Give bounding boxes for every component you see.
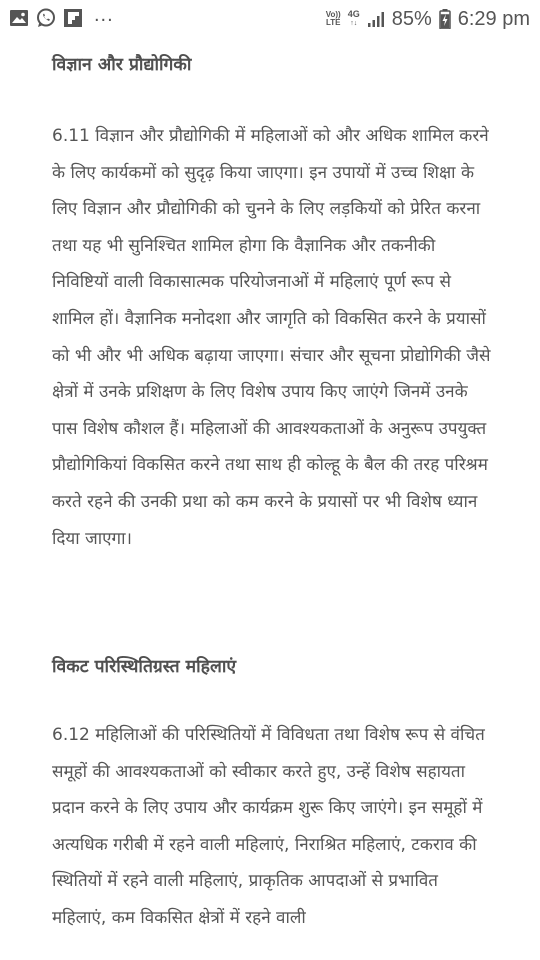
battery-percent: 85% (391, 8, 432, 30)
volte-label: Vo)) (325, 10, 341, 19)
flipboard-icon (64, 9, 82, 27)
section-heading-women-in-difficult-circumstances: विकट परिस्थितिग्रस्त महिलाएं (52, 657, 237, 677)
gallery-icon (10, 10, 28, 26)
volte-indicator (326, 11, 341, 27)
data-activity-label: ↑↓ (350, 20, 358, 27)
signal-icon (367, 10, 385, 28)
paragraph-6-11: 6.11 विज्ञान और प्रौद्योगिकी में महिलाओं को और अधिक शामिल करने के लिए कार्यकमों को सुदृढ़ किया जाएगा। इन उपायों में उच्च शिक्षा के लिए विज्ञान और प्रौद्योगिकी को चुनने के लिए लड़कियों को प्रेरित करना तथा यह भी सुनिश्चित शामिल होगा कि वैज्ञानिक और तकनीकी निविष्टियों वाली विकासात्मक परियोजनाओं में महिलाएं पूर्ण रूप से शामिल हों। वैज्ञानिक मनोदशा और जागृति को विकसित करने के प्रयासों को भी और भी अधिक बढ़ाया जाएगा। संचार और सूचना प्रोद्योगिकी जैसे क्षेत्रों में उनके प्रशिक्षण के लिए विशेष उपाय किए जाएंगे जिनमें उनके पास विशेष कौशल हैं। महिलाओं की आवश्यकताओं के अनुरूप उपयुक्त प्रौद्योगिकियां विकसित करने तथा साथ ही कोल्हू के बैल की तरह परिश्रम करते रहने की उनकी प्रथा को कम करने के प्रयासों पर भी विशेष ध्यान दिया जाएगा। (52, 126, 491, 549)
status-bar (0, 0, 540, 40)
network-type-label: 4G (347, 9, 360, 19)
paragraph-6-12: 6.12 महिलिाओं की परिस्थितियों में विविधता तथा विशेष रूप से वंचित समूहों की आवश्यकताओं को स्वीकार करते हुए, उन्हें विशेष सहायता प्रदान करने के लिए उपाय और कार्यक्रम शुरू किए जाएंगे। इन समूहों में अत्यधिक गरीबी में रहने वाली महिलाएं, निराश्रित महिलाएं, टकराव की स्थितियों में रहने वाली महिलाएं, प्राकृतिक आपदाओं से प्रभावित महिलाएं, कम विकसित क्षेत्रों में रहने वाली (52, 725, 485, 928)
system-status (326, 6, 530, 32)
battery-charging-icon (439, 9, 451, 29)
more-notifications-icon: ... (94, 4, 114, 26)
section-heading-science-technology: विज्ञान और प्रौद्योगिकी (52, 55, 192, 75)
notification-icons (10, 4, 114, 28)
volte-lte-label: LTE (325, 18, 341, 27)
network-type-indicator (348, 10, 360, 28)
clock: 6:29 pm (457, 8, 530, 30)
whatsapp-icon (36, 8, 56, 28)
